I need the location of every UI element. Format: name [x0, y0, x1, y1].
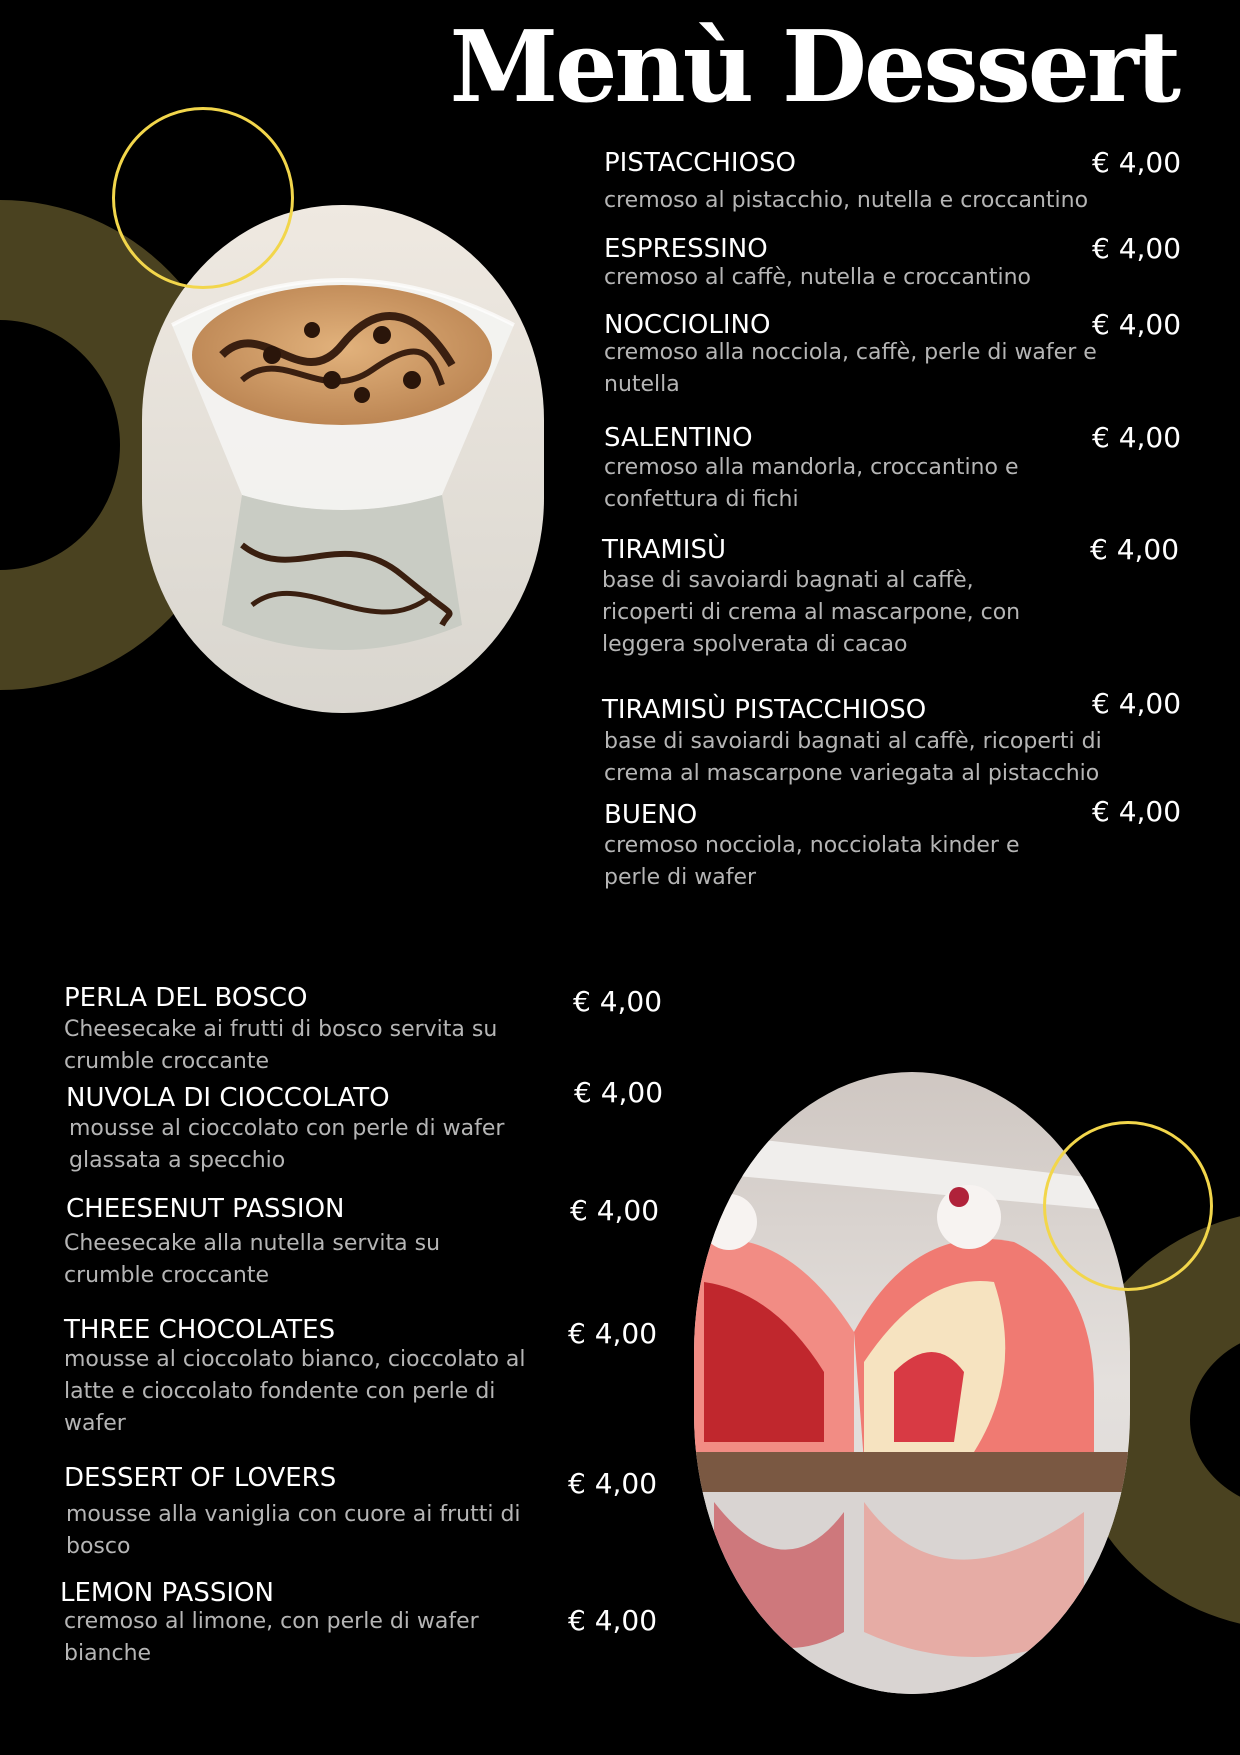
- menu-item-description: cremoso al limone, con perle di wafer bianche: [64, 1609, 479, 1666]
- menu-item-name: PERLA DEL BOSCO: [64, 983, 308, 1013]
- menu-item-price: € 4,00: [568, 1467, 658, 1500]
- menu-item-name: LEMON PASSION: [60, 1578, 274, 1608]
- menu-item-name: CHEESENUT PASSION: [66, 1194, 345, 1224]
- menu-item-price: € 4,00: [568, 1317, 658, 1350]
- page-title: Menù Dessert: [449, 10, 1178, 125]
- menu-item-name: NUVOLA DI CIOCCOLATO: [66, 1083, 390, 1113]
- menu-item-description: cremoso alla mandorla, croccantino e confettura di fichi: [604, 455, 1019, 512]
- menu-item-name: THREE CHOCOLATES: [64, 1315, 336, 1345]
- menu-item-price: € 4,00: [1092, 308, 1182, 341]
- menu-item-description: cremoso al pistacchio, nutella e croccantino: [604, 188, 1089, 213]
- menu-item-name: ESPRESSINO: [604, 234, 768, 264]
- menu-item-price: € 4,00: [1090, 533, 1180, 566]
- accent-ring-bottom: [1043, 1121, 1213, 1291]
- menu-item-description: base di savoiardi bagnati al caffè, ricoperti di crema al mascarpone, con leggera spolverata di cacao: [602, 568, 1021, 657]
- accent-ring-top: [112, 107, 294, 289]
- menu-item-description: mousse alla vaniglia con cuore ai frutti di bosco: [66, 1502, 521, 1559]
- menu-item-description: cremoso al caffè, nutella e croccantino: [604, 265, 1031, 290]
- menu-item-name: TIRAMISÙ: [602, 535, 726, 565]
- menu-item-description: Cheesecake alla nutella servita su crumble croccante: [64, 1231, 441, 1288]
- menu-item-price: € 4,00: [1092, 232, 1182, 265]
- menu-item-price: € 4,00: [1092, 795, 1182, 828]
- menu-item-description: Cheesecake ai frutti di bosco servita su crumble croccante: [64, 1017, 498, 1074]
- menu-item-description: base di savoiardi bagnati al caffè, ricoperti di crema al mascarpone variegata al pistacchio: [604, 729, 1102, 786]
- menu-item-description: mousse al cioccolato con perle di wafer glassata a specchio: [69, 1116, 505, 1173]
- menu-item-name: TIRAMISÙ PISTACCHIOSO: [602, 695, 927, 725]
- menu-item-name: DESSERT OF LOVERS: [64, 1463, 337, 1493]
- menu-item-price: € 4,00: [574, 1076, 664, 1109]
- menu-item-price: € 4,00: [568, 1604, 658, 1637]
- menu-item-price: € 4,00: [1092, 146, 1182, 179]
- menu-item-name: PISTACCHIOSO: [604, 148, 797, 178]
- menu-item-name: NOCCIOLINO: [604, 310, 771, 340]
- menu-item-name: BUENO: [604, 800, 698, 830]
- menu-item-price: € 4,00: [573, 985, 663, 1018]
- menu-item-price: € 4,00: [1092, 421, 1182, 454]
- menu-item-price: € 4,00: [570, 1194, 660, 1227]
- menu-item-name: SALENTINO: [604, 423, 753, 453]
- menu-item-description: mousse al cioccolato bianco, cioccolato al latte e cioccolato fondente con perle di wafer: [64, 1347, 526, 1436]
- menu-item-description: cremoso nocciola, nocciolata kinder e perle di wafer: [604, 833, 1020, 890]
- menu-item-description: cremoso alla nocciola, caffè, perle di wafer e nutella: [604, 340, 1097, 397]
- menu-item-price: € 4,00: [1092, 687, 1182, 720]
